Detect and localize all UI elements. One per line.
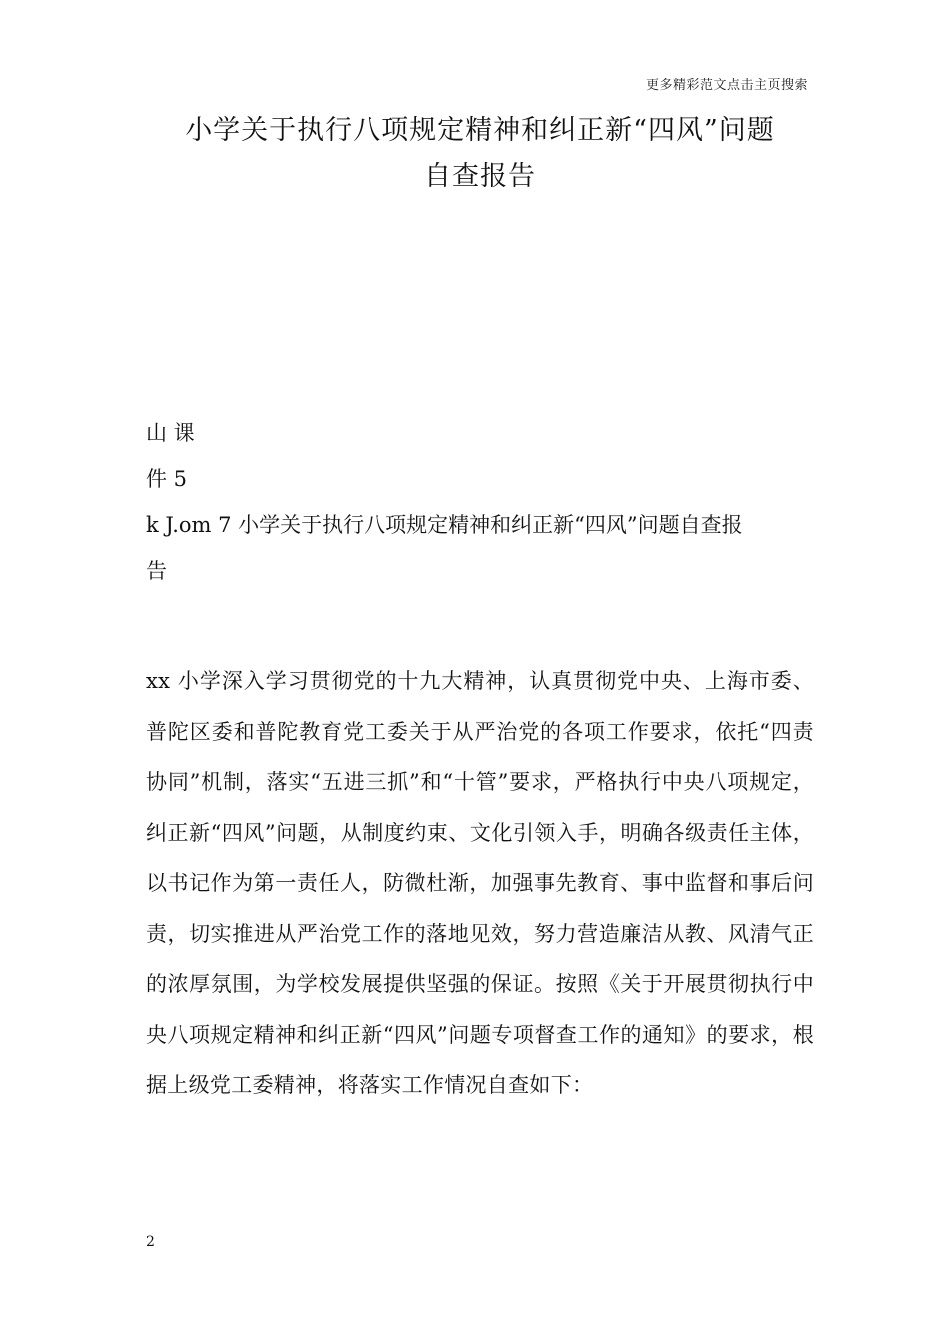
body-paragraph: xx 小学深入学习贯彻党的十九大精神，认真贯彻党中央、上海市委、普陀区委和普陀教育党工委关于从严治党的各项工作要求，依托“四责协同”机制，落实“五进三抓”和“十管”要求，严格执行中央八项规定，纠正新“四风”问题，从制度约束、文化引领入手，明确各级责任主体，以书记作为第一责任人，防微杜渐，加强事先教育、事中监督和事后问责，切实推进从严治党工作的落地见效，努力营造廉洁从教、风清气正的浓厚氛围，为学校发展提供坚强的保证。按照《关于开展贯彻执行中央八项规定精神和纠正新“四风”问题专项督查工作的通知》的要求，根据上级党工委精神，将落实工作情况自查如下： [146, 669, 814, 1097]
title-line-1: 小学关于执行八项规定精神和纠正新“四风”问题 [185, 115, 775, 146]
document-meta [146, 410, 816, 594]
page-number: 2 [146, 1234, 155, 1250]
meta-line-1: 山 课 [146, 421, 195, 445]
document-title [150, 108, 810, 200]
meta-line-3: k J.om 7 小学关于执行八项规定精神和纠正新“四风”问题自查报 [146, 513, 743, 537]
meta-line-2: 件 5 [146, 467, 188, 491]
meta-line-4: 告 [146, 559, 167, 583]
header-promo-note: 更多精彩范文点击主页搜索 [645, 78, 808, 93]
title-line-2: 自查报告 [424, 161, 536, 192]
